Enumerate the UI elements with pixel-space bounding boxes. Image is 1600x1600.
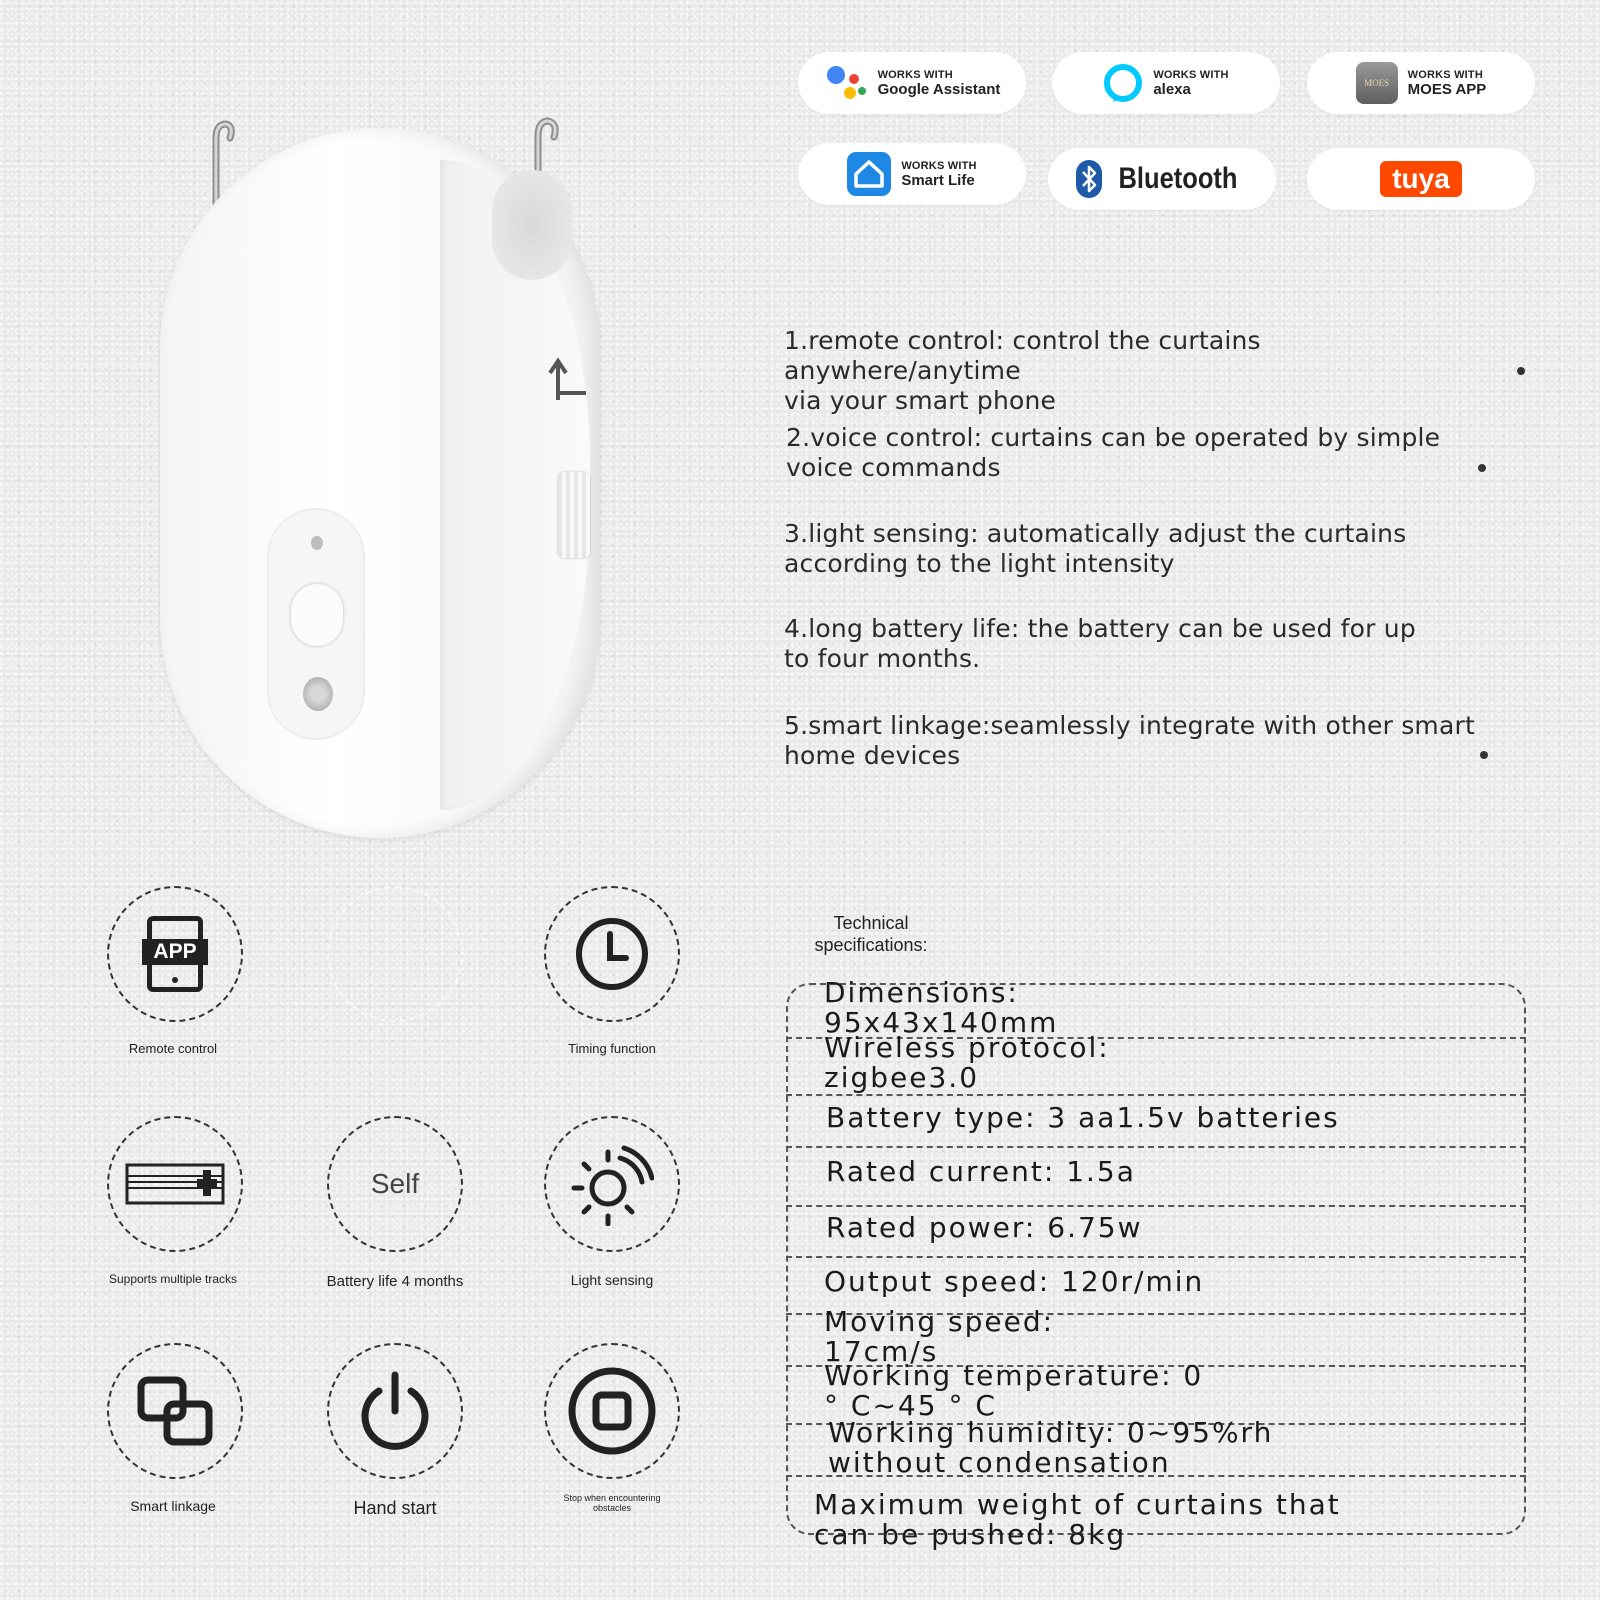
badge-small-text: WORKS WITH (877, 68, 953, 81)
spec-line: Maximum weight of curtains that (814, 1488, 1341, 1521)
self-text: Self (370, 1168, 420, 1199)
spec-divider (786, 1256, 1526, 1258)
device-slot (492, 170, 572, 280)
feature-blank (327, 886, 463, 1022)
device-light-sensor (303, 677, 333, 711)
spec-row-dimensions (824, 978, 1058, 1038)
track-icon (125, 1162, 225, 1206)
feature-remote-control (107, 886, 243, 1022)
bluetooth-icon (1076, 160, 1102, 198)
spec-row-battery (826, 1103, 1340, 1133)
arrow-up-icon (548, 355, 588, 405)
spec-line: Working humidity: 0~95%rh (828, 1416, 1274, 1449)
device-led (311, 536, 323, 550)
bullet-dot (1480, 751, 1488, 759)
feature-line: voice commands (786, 453, 1001, 482)
feature-battery-life (327, 1116, 463, 1252)
badge-small-text: WORKS WITH (901, 159, 977, 172)
spec-line: Moving speed: (824, 1305, 1055, 1338)
spec-row-moving-speed (824, 1307, 1054, 1367)
app-text: APP (153, 940, 197, 963)
spec-title (796, 912, 946, 956)
feature-line: 3.light sensing: automatically adjust the curtains (784, 519, 1407, 548)
app-phone-icon (147, 916, 203, 992)
feature-label: Battery life 4 months (326, 1273, 464, 1290)
spec-row-power (826, 1213, 1143, 1243)
badge-tuya (1307, 148, 1535, 210)
spec-row-current (826, 1157, 1136, 1187)
feature-point-2 (786, 423, 1506, 483)
badge-small-text: WORKS WITH (1407, 68, 1483, 81)
feature-label: Light sensing (570, 1272, 654, 1288)
feature-label: Timing function (568, 1041, 656, 1056)
sun-icon (570, 1142, 654, 1226)
spec-line: Output speed: 120r/min (824, 1265, 1205, 1298)
feature-line: home devices (784, 741, 961, 770)
bullet-dot (1517, 367, 1525, 375)
badge-smart-life (798, 143, 1026, 205)
spec-row-wireless (824, 1033, 1110, 1093)
feature-line: 5.smart linkage:seamlessly integrate with other smart (784, 711, 1475, 740)
device-button (291, 584, 343, 646)
feature-point-1 (784, 326, 1504, 416)
moes-icon (1356, 62, 1398, 104)
spec-line: Rated power: 6.75w (826, 1211, 1143, 1244)
feature-line: 1.remote control: control the curtains anywhere/anytime (784, 326, 1261, 385)
feature-line: 4.long battery life: the battery can be used for up (784, 614, 1416, 643)
tuya-label: tuya (1392, 163, 1450, 194)
feature-timing (544, 886, 680, 1022)
spec-line: Working temperature: 0 (824, 1359, 1204, 1392)
feature-label: Hand start (353, 1498, 437, 1518)
device-side-switch (558, 472, 590, 558)
spec-row-max-weight (814, 1490, 1341, 1550)
spec-divider (786, 1205, 1526, 1207)
badge-small-text: WORKS WITH (1153, 68, 1229, 81)
spec-title-line: specifications: (814, 935, 928, 955)
bullet-dot (1478, 464, 1486, 472)
spec-line: 17cm/s (824, 1335, 939, 1368)
stop-icon (566, 1365, 658, 1457)
spec-row-output-speed (824, 1267, 1204, 1297)
feature-light-sensing (544, 1116, 680, 1252)
spec-line: without condensation (828, 1446, 1171, 1479)
feature-smart-linkage (107, 1343, 243, 1479)
feature-multiple-tracks (107, 1116, 243, 1252)
badge-large-text: MOES APP (1407, 80, 1487, 98)
feature-label: Smart linkage (130, 1498, 216, 1514)
feature-label: Stop when encountering obstacles (563, 1493, 661, 1513)
alexa-icon (1103, 63, 1143, 103)
bluetooth-label: Bluetooth (1118, 162, 1238, 195)
spec-line: Dimensions: (824, 976, 1019, 1009)
google-assistant-icon (824, 61, 868, 105)
feature-point-4 (784, 614, 1504, 674)
spec-row-temperature (824, 1361, 1203, 1421)
spec-line: zigbee3.0 (824, 1061, 980, 1094)
clock-icon (574, 916, 650, 992)
linkage-icon (137, 1376, 213, 1446)
spec-line: 95x43x140mm (824, 1006, 1059, 1039)
feature-line: to four months. (784, 644, 981, 673)
spec-line: Rated current: 1.5a (826, 1155, 1136, 1188)
spec-title-line: Technical (833, 913, 909, 933)
smart-life-icon (847, 152, 891, 196)
feature-hand-start (327, 1343, 463, 1479)
tuya-logo (1380, 161, 1462, 197)
feature-point-3 (784, 519, 1504, 579)
badge-bluetooth (1048, 148, 1276, 210)
spec-line: Wireless protocol: (824, 1031, 1110, 1064)
badge-alexa (1052, 52, 1280, 114)
feature-line: 2.voice control: curtains can be operated by simple (786, 423, 1441, 452)
badge-google-assistant (798, 52, 1026, 114)
moes-icon-text: MOES (1364, 78, 1390, 88)
spec-line: Battery type: 3 aa1.5v batteries (826, 1101, 1340, 1134)
spec-row-humidity (828, 1418, 1273, 1478)
spec-divider (786, 1146, 1526, 1148)
badge-moes (1307, 52, 1535, 114)
badge-large-text: Smart Life (901, 171, 975, 189)
spec-line: can be pushed: 8kg (814, 1518, 1127, 1551)
badge-large-text: alexa (1153, 80, 1191, 98)
feature-point-5 (784, 711, 1504, 771)
spec-divider (786, 1094, 1526, 1096)
feature-line: according to the light intensity (784, 549, 1175, 578)
feature-stop-obstacles (544, 1343, 680, 1479)
spec-line: ° C~45 ° C (824, 1389, 997, 1422)
feature-line: via your smart phone (784, 386, 1057, 415)
feature-label: Supports multiple tracks (108, 1272, 238, 1286)
badge-large-text: Google Assistant (877, 80, 1001, 98)
feature-label: Remote control (128, 1041, 218, 1056)
power-icon (357, 1371, 433, 1451)
